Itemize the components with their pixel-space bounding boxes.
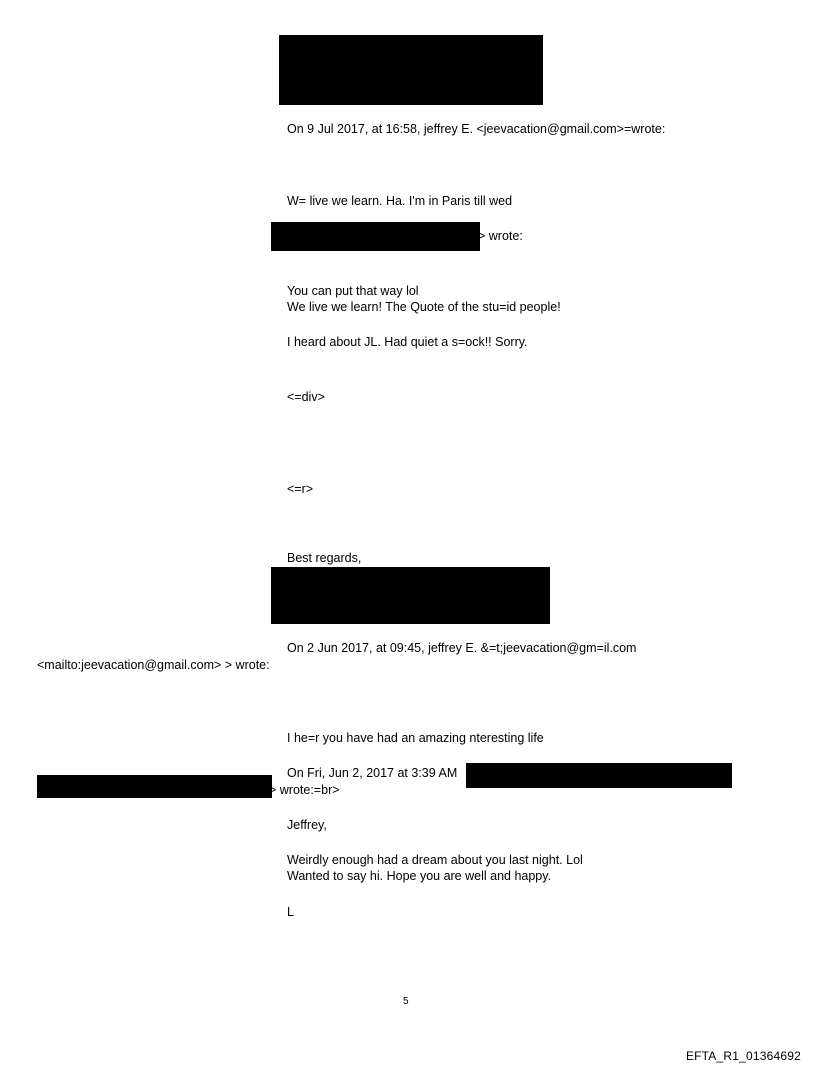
redaction-block-signature [271,567,550,624]
message-line: We live we learn! The Quote of the stu=id people! [287,300,561,314]
html-artifact: <=r> [287,482,314,496]
redaction-block-sender-3-left [37,775,272,798]
message-line: Weirdly enough had a dream about you last night. Lol [287,853,583,867]
signoff-line: L [287,905,294,919]
message-line: I he=r you have had an amazing nteresting life [287,731,544,745]
bates-number: EFTA_R1_01364692 [685,1049,801,1063]
html-artifact: <=div> [287,390,325,404]
closing-line: Best regards, [287,551,362,565]
redaction-block-header [279,35,543,105]
message-line: I heard about JL. Had quiet a s=ock!! Sorry. [287,335,528,349]
greeting-line: Jeffrey, [287,818,327,832]
message-line: Wanted to say hi. Hope you are well and happy. [287,869,552,883]
reply-header-3: On Fri, Jun 2, 2017 at 3:39 AM [287,766,458,780]
redaction-block-sender-1 [271,222,480,251]
reply-header-1: On 9 Jul 2017, at 16:58, jeffrey E. <jeevacation@gmail.com>=wrote: [287,122,666,136]
message-line: W= live we learn. Ha. I'm in Paris till wed [287,194,513,208]
page-number: 5 [403,996,409,1007]
wrote-label: > wrote:=br> [269,783,340,797]
message-line: You can put that way lol [287,284,419,298]
wrote-label: > wrote: [478,229,523,243]
redaction-block-sender-3-right [466,763,732,788]
reply-header-2: On 2 Jun 2017, at 09:45, jeffrey E. &=t;jeevacation@gm=il.com [287,641,637,655]
reply-header-2-continuation: <mailto:jeevacation@gmail.com> > wrote: [37,658,270,672]
